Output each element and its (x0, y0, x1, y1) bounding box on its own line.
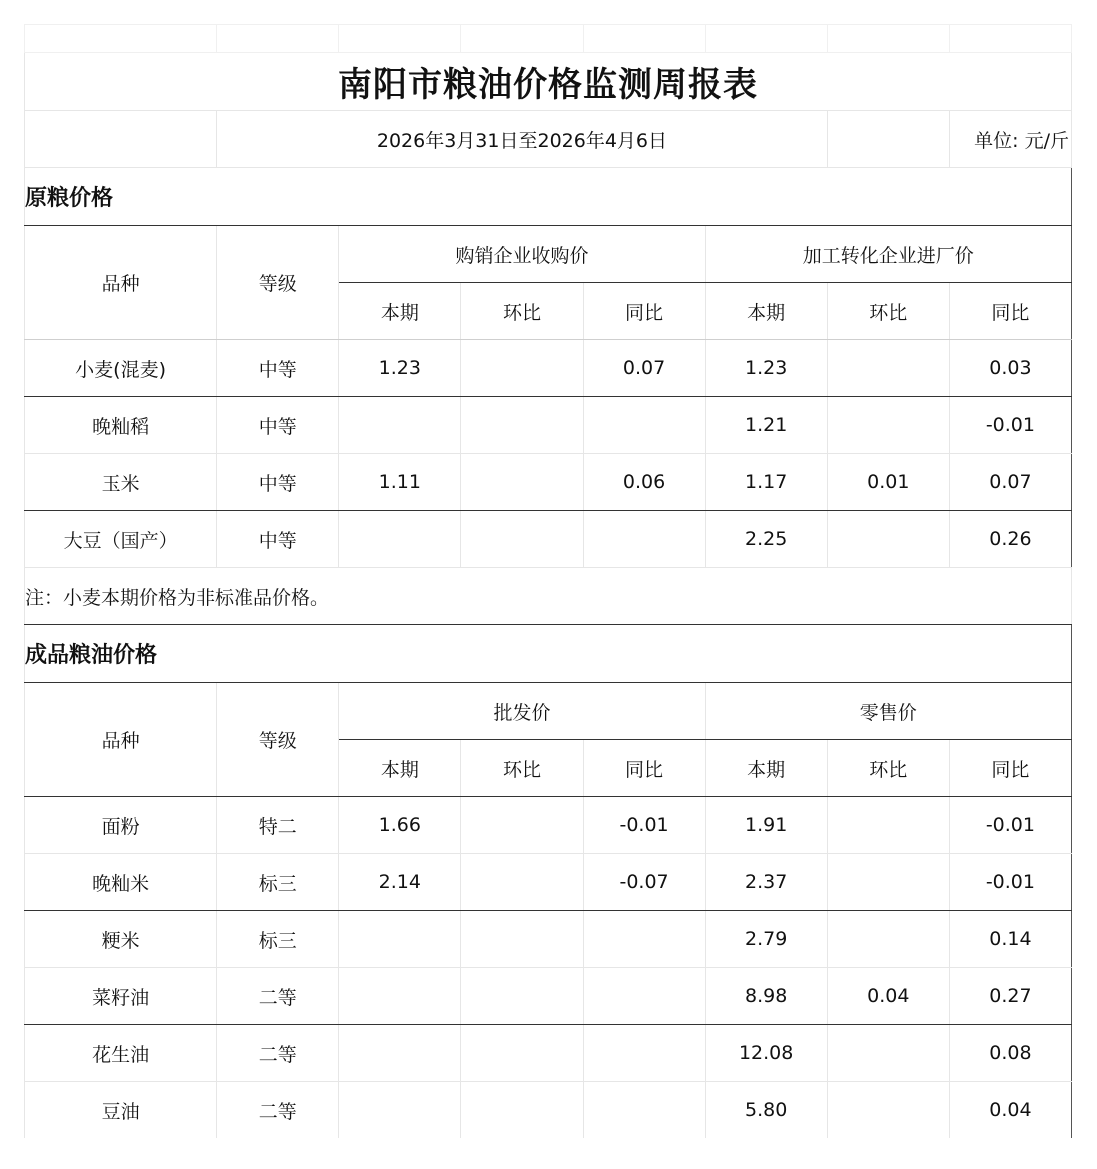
cell[interactable] (583, 25, 705, 53)
title-row (25, 53, 1072, 111)
retail-mom-cell[interactable] (827, 854, 949, 911)
grade-cell[interactable]: 中等 (217, 340, 339, 397)
factory-current-cell[interactable]: 2.25 (705, 511, 827, 568)
purchase-current-cell[interactable] (339, 511, 461, 568)
cell[interactable] (25, 111, 217, 168)
header-variety[interactable]: 品种 (25, 226, 217, 340)
factory-mom-cell[interactable] (827, 397, 949, 454)
wholesale-mom-cell[interactable] (461, 911, 583, 968)
header-yoy[interactable]: 同比 (583, 740, 705, 797)
retail-yoy-cell[interactable]: 0.08 (949, 1025, 1071, 1082)
wholesale-current-cell[interactable] (339, 1082, 461, 1139)
retail-yoy-cell[interactable]: 0.14 (949, 911, 1071, 968)
cell[interactable] (705, 25, 827, 53)
header-current[interactable]: 本期 (705, 283, 827, 340)
header-grade[interactable]: 等级 (217, 683, 339, 797)
retail-current-cell[interactable]: 2.37 (705, 854, 827, 911)
grade-cell[interactable]: 二等 (217, 1082, 339, 1139)
header-wholesale-price[interactable]: 批发价 (339, 683, 705, 740)
retail-mom-cell[interactable] (827, 1025, 949, 1082)
header-factory-price[interactable]: 加工转化企业进厂价 (705, 226, 1071, 283)
report-title[interactable]: 南阳市粮油价格监测周报表 (25, 53, 1072, 111)
retail-mom-cell[interactable]: 0.04 (827, 968, 949, 1025)
table-row (25, 454, 1072, 511)
cell[interactable] (827, 25, 949, 53)
header-current[interactable]: 本期 (705, 740, 827, 797)
grade-cell[interactable]: 中等 (217, 397, 339, 454)
section-title-finished[interactable]: 成品粮油价格 (25, 625, 1072, 683)
grade-cell[interactable]: 中等 (217, 454, 339, 511)
variety-cell[interactable]: 花生油 (25, 1025, 217, 1082)
retail-current-cell[interactable]: 1.91 (705, 797, 827, 854)
raw-header-row-1 (25, 226, 1072, 283)
factory-mom-cell[interactable]: 0.01 (827, 454, 949, 511)
retail-yoy-cell[interactable]: -0.01 (949, 854, 1071, 911)
purchase-mom-cell[interactable] (461, 340, 583, 397)
report-table (24, 24, 1072, 1139)
factory-current-cell[interactable]: 1.17 (705, 454, 827, 511)
section-row-raw-grain (25, 168, 1072, 226)
empty-top-row (25, 25, 1072, 53)
purchase-current-cell[interactable] (339, 397, 461, 454)
wholesale-current-cell[interactable]: 2.14 (339, 854, 461, 911)
variety-cell[interactable]: 豆油 (25, 1082, 217, 1139)
purchase-mom-cell[interactable] (461, 454, 583, 511)
wholesale-mom-cell[interactable] (461, 1025, 583, 1082)
table-row (25, 968, 1072, 1025)
factory-yoy-cell[interactable]: 0.07 (949, 454, 1071, 511)
grade-cell[interactable]: 特二 (217, 797, 339, 854)
retail-mom-cell[interactable] (827, 911, 949, 968)
retail-yoy-cell[interactable]: 0.04 (949, 1082, 1071, 1139)
header-current[interactable]: 本期 (339, 740, 461, 797)
subtitle-row (25, 111, 1072, 168)
table-row (25, 340, 1072, 397)
wholesale-mom-cell[interactable] (461, 854, 583, 911)
factory-mom-cell[interactable] (827, 511, 949, 568)
table-row (25, 797, 1072, 854)
wholesale-yoy-cell[interactable] (583, 968, 705, 1025)
table-row (25, 854, 1072, 911)
header-variety[interactable]: 品种 (25, 683, 217, 797)
cell[interactable] (949, 25, 1071, 53)
variety-cell[interactable]: 菜籽油 (25, 968, 217, 1025)
factory-yoy-cell[interactable]: -0.01 (949, 397, 1071, 454)
wholesale-current-cell[interactable] (339, 1025, 461, 1082)
note-text[interactable]: 注：小麦本期价格为非标准品价格。 (25, 568, 1072, 625)
purchase-mom-cell[interactable] (461, 511, 583, 568)
factory-yoy-cell[interactable]: 0.26 (949, 511, 1071, 568)
section-row-finished (25, 625, 1072, 683)
purchase-current-cell[interactable]: 1.11 (339, 454, 461, 511)
header-yoy[interactable]: 同比 (949, 740, 1071, 797)
factory-yoy-cell[interactable]: 0.03 (949, 340, 1071, 397)
header-mom[interactable]: 环比 (827, 740, 949, 797)
wholesale-yoy-cell[interactable] (583, 1082, 705, 1139)
retail-mom-cell[interactable] (827, 797, 949, 854)
retail-current-cell[interactable]: 2.79 (705, 911, 827, 968)
wholesale-mom-cell[interactable] (461, 968, 583, 1025)
wholesale-mom-cell[interactable] (461, 1082, 583, 1139)
retail-current-cell[interactable]: 8.98 (705, 968, 827, 1025)
header-retail-price[interactable]: 零售价 (705, 683, 1071, 740)
retail-current-cell[interactable]: 5.80 (705, 1082, 827, 1139)
header-mom[interactable]: 环比 (461, 740, 583, 797)
note-row (25, 568, 1072, 625)
purchase-yoy-cell[interactable] (583, 511, 705, 568)
cell[interactable] (827, 111, 949, 168)
header-purchase-price[interactable]: 购销企业收购价 (339, 226, 705, 283)
cell[interactable] (217, 25, 339, 53)
cell[interactable] (25, 25, 217, 53)
header-mom[interactable]: 环比 (827, 283, 949, 340)
table-row (25, 911, 1072, 968)
table-row (25, 511, 1072, 568)
factory-mom-cell[interactable] (827, 340, 949, 397)
variety-cell[interactable]: 晚籼稻 (25, 397, 217, 454)
header-mom[interactable]: 环比 (461, 283, 583, 340)
wholesale-current-cell[interactable] (339, 968, 461, 1025)
table-row (25, 1082, 1072, 1139)
cell[interactable] (461, 25, 583, 53)
variety-cell[interactable]: 玉米 (25, 454, 217, 511)
grade-cell[interactable]: 二等 (217, 968, 339, 1025)
wholesale-mom-cell[interactable] (461, 797, 583, 854)
purchase-yoy-cell[interactable]: 0.07 (583, 340, 705, 397)
retail-yoy-cell[interactable]: -0.01 (949, 797, 1071, 854)
purchase-yoy-cell[interactable] (583, 397, 705, 454)
wholesale-current-cell[interactable] (339, 911, 461, 968)
date-range[interactable]: 2026年3月31日至2026年4月6日 (217, 111, 828, 168)
variety-cell[interactable]: 大豆（国产） (25, 511, 217, 568)
header-current[interactable]: 本期 (339, 283, 461, 340)
wholesale-yoy-cell[interactable] (583, 1025, 705, 1082)
variety-cell[interactable]: 面粉 (25, 797, 217, 854)
grade-cell[interactable]: 中等 (217, 511, 339, 568)
wholesale-yoy-cell[interactable]: -0.07 (583, 854, 705, 911)
variety-cell[interactable]: 小麦(混麦) (25, 340, 217, 397)
header-yoy[interactable]: 同比 (583, 283, 705, 340)
variety-cell[interactable]: 粳米 (25, 911, 217, 968)
wholesale-yoy-cell[interactable] (583, 911, 705, 968)
header-yoy[interactable]: 同比 (949, 283, 1071, 340)
grade-cell[interactable]: 标三 (217, 911, 339, 968)
wholesale-current-cell[interactable]: 1.66 (339, 797, 461, 854)
retail-yoy-cell[interactable]: 0.27 (949, 968, 1071, 1025)
price-report-sheet (24, 24, 1072, 1139)
variety-cell[interactable]: 晚籼米 (25, 854, 217, 911)
purchase-mom-cell[interactable] (461, 397, 583, 454)
grade-cell[interactable]: 二等 (217, 1025, 339, 1082)
retail-mom-cell[interactable] (827, 1082, 949, 1139)
table-row (25, 397, 1072, 454)
purchase-yoy-cell[interactable]: 0.06 (583, 454, 705, 511)
factory-current-cell[interactable]: 1.23 (705, 340, 827, 397)
unit-label[interactable]: 单位: 元/斤 (949, 111, 1071, 168)
header-grade[interactable]: 等级 (217, 226, 339, 340)
finished-header-row-1 (25, 683, 1072, 740)
wholesale-yoy-cell[interactable]: -0.01 (583, 797, 705, 854)
section-title-raw-grain[interactable]: 原粮价格 (25, 168, 1072, 226)
purchase-current-cell[interactable]: 1.23 (339, 340, 461, 397)
factory-current-cell[interactable]: 1.21 (705, 397, 827, 454)
retail-current-cell[interactable]: 12.08 (705, 1025, 827, 1082)
table-row (25, 1025, 1072, 1082)
cell[interactable] (339, 25, 461, 53)
grade-cell[interactable]: 标三 (217, 854, 339, 911)
